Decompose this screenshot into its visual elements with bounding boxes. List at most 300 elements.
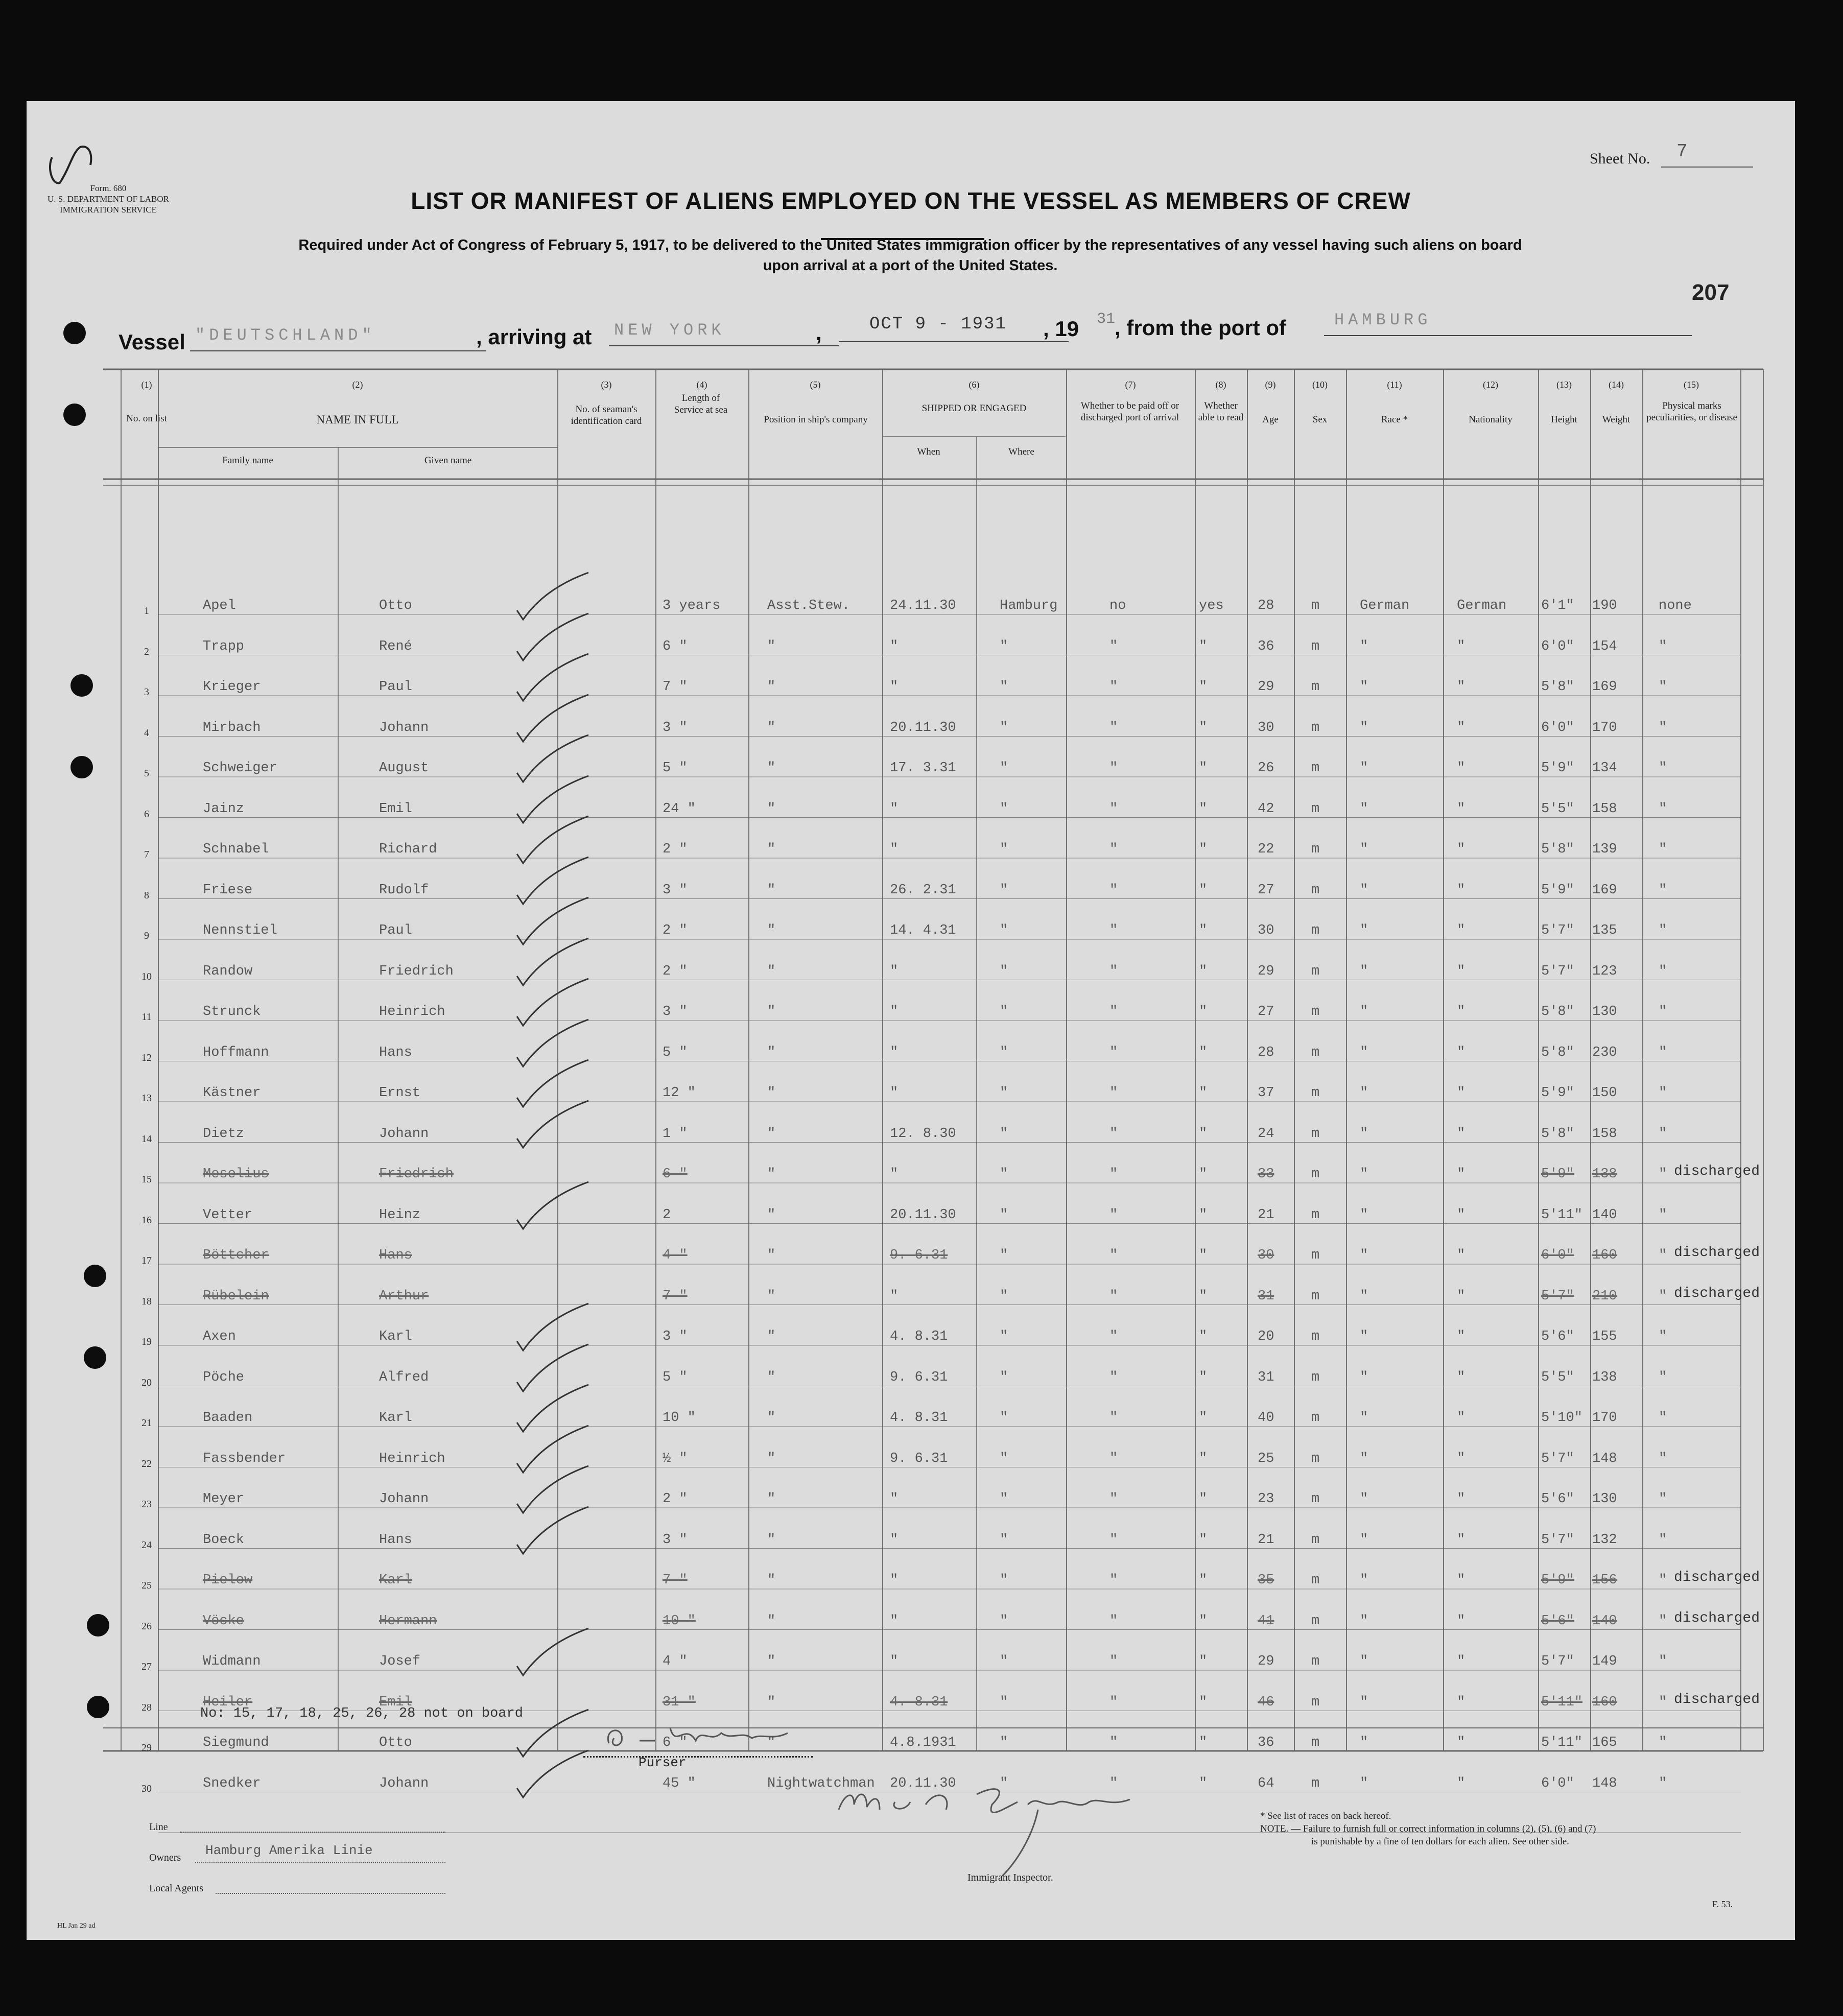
- cell-age: 31: [1258, 1369, 1274, 1385]
- cell-paid: ": [1109, 1775, 1118, 1791]
- col15-number: (15): [1684, 380, 1699, 390]
- cell-nationality: ": [1457, 761, 1466, 776]
- cell-height: 5'8": [1541, 842, 1574, 857]
- cell-paid: ": [1109, 1207, 1118, 1223]
- cell-when: 14. 4.31: [890, 923, 956, 938]
- cell-paid: ": [1109, 1654, 1118, 1669]
- manifest-sheet: [27, 101, 1795, 1940]
- col1-header: No. on list: [126, 413, 167, 424]
- cell-weight: 230: [1592, 1045, 1617, 1060]
- cell-age: 29: [1258, 1654, 1274, 1669]
- cell-where: ": [1000, 1288, 1008, 1304]
- row-number: 12: [141, 1052, 152, 1063]
- cell-marks: ": [1659, 638, 1667, 654]
- row-number: 1: [144, 605, 149, 616]
- table-grid: [27, 101, 1795, 1940]
- cell-service: 45 ": [663, 1775, 696, 1791]
- cell-given: Hermann: [379, 1613, 437, 1629]
- row-number: 25: [141, 1580, 152, 1591]
- cell-family: Meselius: [203, 1167, 269, 1182]
- cell-paid: ": [1109, 1126, 1118, 1142]
- cell-age: 36: [1258, 638, 1274, 654]
- cell-race: ": [1360, 761, 1368, 776]
- owners-label: Owners: [149, 1852, 181, 1863]
- col14-header: Weight: [1602, 414, 1631, 425]
- cell-when: 4.8.1931: [890, 1735, 956, 1750]
- cell-nationality: ": [1457, 801, 1466, 817]
- cell-marks: ": [1659, 842, 1667, 857]
- cell-age: 29: [1258, 963, 1274, 979]
- cell-where: ": [1000, 1532, 1008, 1548]
- check-mark: [512, 1746, 594, 1802]
- cell-marks: ": [1659, 1775, 1667, 1791]
- cell-nationality: ": [1457, 1045, 1466, 1060]
- cell-position: ": [767, 1735, 776, 1750]
- cell-height: 5'10": [1541, 1410, 1583, 1426]
- cell-age: 27: [1258, 882, 1274, 898]
- cell-sex: m: [1311, 679, 1320, 695]
- cell-where: ": [1000, 801, 1008, 817]
- cell-when: 9. 6.31: [890, 1451, 948, 1466]
- cell-where: ": [1000, 720, 1008, 736]
- cell-sex: m: [1311, 963, 1320, 979]
- cell-family: Baaden: [203, 1410, 253, 1426]
- cell-read: ": [1199, 1451, 1208, 1466]
- cell-read: ": [1199, 842, 1208, 857]
- cell-weight: 210: [1592, 1288, 1617, 1304]
- cell-age: 31: [1258, 1288, 1274, 1304]
- check-mark: [512, 1178, 594, 1234]
- cell-given: Johann: [379, 1126, 429, 1142]
- cell-race: ": [1360, 1329, 1368, 1344]
- cell-nationality: ": [1457, 1329, 1466, 1344]
- row-number: 10: [141, 970, 152, 982]
- cell-family: Boeck: [203, 1532, 245, 1548]
- cell-weight: 135: [1592, 923, 1617, 938]
- cell-race: ": [1360, 1735, 1368, 1750]
- cell-age: 28: [1258, 1045, 1274, 1060]
- cell-where: ": [1000, 923, 1008, 938]
- cell-marks: ": [1659, 1288, 1667, 1304]
- punch-hole: [70, 756, 93, 778]
- cell-family: Siegmund: [203, 1735, 269, 1750]
- cell-when: 20.11.30: [890, 720, 956, 736]
- cell-height: 5'9": [1541, 1085, 1574, 1101]
- cell-read: ": [1199, 1045, 1208, 1060]
- col15-header: Physical marks peculiarities, or disease: [1646, 400, 1737, 423]
- cell-read: ": [1199, 1004, 1208, 1019]
- cell-age: 28: [1258, 598, 1274, 613]
- cell-race: ": [1360, 882, 1368, 898]
- cell-read: ": [1199, 1248, 1208, 1263]
- cell-sex: m: [1311, 1735, 1320, 1750]
- cell-age: 21: [1258, 1207, 1274, 1223]
- row-number: 7: [144, 849, 149, 860]
- cell-marks: ": [1659, 1613, 1667, 1629]
- cell-height: 5'6": [1541, 1491, 1574, 1507]
- cell-paid: ": [1109, 1451, 1118, 1466]
- cell-when: 26. 2.31: [890, 882, 956, 898]
- cell-age: 37: [1258, 1085, 1274, 1101]
- cell-weight: 140: [1592, 1613, 1617, 1629]
- cell-sex: m: [1311, 1288, 1320, 1304]
- cell-given: Johann: [379, 1775, 429, 1791]
- cell-weight: 154: [1592, 638, 1617, 654]
- col9-number: (9): [1265, 380, 1276, 390]
- year-prefix: , 19: [1043, 317, 1079, 341]
- check-mark: [512, 1503, 594, 1559]
- cell-weight: 149: [1592, 1654, 1617, 1669]
- cell-nationality: ": [1457, 1085, 1466, 1101]
- cell-age: 36: [1258, 1735, 1274, 1750]
- cell-position: ": [767, 1004, 776, 1019]
- cell-weight: 158: [1592, 1126, 1617, 1142]
- cell-position: ": [767, 963, 776, 979]
- cell-family: Pöche: [203, 1369, 245, 1385]
- cell-nationality: ": [1457, 882, 1466, 898]
- cell-paid: ": [1109, 923, 1118, 938]
- cell-nationality: ": [1457, 1694, 1466, 1710]
- cell-paid: ": [1109, 1329, 1118, 1344]
- cell-height: 5'5": [1541, 1369, 1574, 1385]
- cell-marks: ": [1659, 1410, 1667, 1426]
- cell-race: ": [1360, 1167, 1368, 1182]
- cell-read: ": [1199, 1532, 1208, 1548]
- cell-sex: m: [1311, 1207, 1320, 1223]
- cell-read: ": [1199, 1694, 1208, 1710]
- cell-marks: ": [1659, 1004, 1667, 1019]
- cell-marks: ": [1659, 1045, 1667, 1060]
- cell-family: Mirbach: [203, 720, 261, 736]
- line-rule: [180, 1832, 445, 1833]
- cell-height: 5'9": [1541, 1573, 1574, 1588]
- col11-header: Race *: [1381, 414, 1408, 425]
- cell-given: Karl: [379, 1410, 412, 1426]
- cell-age: 23: [1258, 1491, 1274, 1507]
- cell-marks: ": [1659, 1248, 1667, 1263]
- cell-sex: m: [1311, 1126, 1320, 1142]
- col12-header: Nationality: [1469, 414, 1513, 425]
- cell-service: 5 ": [663, 1045, 688, 1060]
- cell-race: ": [1360, 1126, 1368, 1142]
- row-number: 24: [141, 1539, 152, 1551]
- cell-paid: ": [1109, 1085, 1118, 1101]
- cell-weight: 132: [1592, 1532, 1617, 1548]
- cell-given: Heinrich: [379, 1004, 445, 1019]
- cell-where: ": [1000, 1613, 1008, 1629]
- cell-height: 6'0": [1541, 638, 1574, 654]
- cell-when: ": [890, 1288, 899, 1304]
- cell-given: Friedrich: [379, 963, 454, 979]
- cell-where: ": [1000, 638, 1008, 654]
- line-label: Line: [149, 1821, 168, 1833]
- cell-weight: 160: [1592, 1248, 1617, 1263]
- row-number: 29: [141, 1742, 152, 1753]
- row-number: 2: [144, 646, 149, 657]
- cell-family: Vetter: [203, 1207, 253, 1223]
- cell-position: ": [767, 923, 776, 938]
- cell-family: Heiler: [203, 1694, 253, 1710]
- cell-sex: m: [1311, 1004, 1320, 1019]
- cell-paid: ": [1109, 1248, 1118, 1263]
- department-name: U. S. DEPARTMENT OF LABOR: [48, 194, 169, 204]
- races-note: * See list of races on back hereof.: [1260, 1811, 1391, 1821]
- cell-when: ": [890, 1573, 899, 1588]
- cell-marks: ": [1659, 1735, 1667, 1750]
- cell-position: ": [767, 638, 776, 654]
- cell-age: 24: [1258, 1126, 1274, 1142]
- cell-marks: ": [1659, 1573, 1667, 1588]
- cell-nationality: ": [1457, 1532, 1466, 1548]
- col10-header: Sex: [1312, 414, 1328, 425]
- cell-read: ": [1199, 1775, 1208, 1791]
- cell-read: ": [1199, 1613, 1208, 1629]
- cell-weight: 138: [1592, 1167, 1617, 1182]
- cell-age: 64: [1258, 1775, 1274, 1791]
- cell-read: ": [1199, 1654, 1208, 1669]
- cell-race: German: [1360, 598, 1410, 613]
- cell-marks: ": [1659, 1532, 1667, 1548]
- cell-position: Asst.Stew.: [767, 598, 850, 613]
- cell-given: Karl: [379, 1329, 412, 1344]
- cell-read: ": [1199, 1288, 1208, 1304]
- sheet-label: Sheet No.: [1590, 150, 1650, 167]
- cell-when: ": [890, 1613, 899, 1629]
- cell-read: ": [1199, 1207, 1208, 1223]
- cell-sex: m: [1311, 1654, 1320, 1669]
- col9-header: Age: [1262, 414, 1279, 425]
- from-port-label: , from the port of: [1115, 316, 1286, 340]
- cell-paid: ": [1109, 1532, 1118, 1548]
- cell-read: ": [1199, 963, 1208, 979]
- row-number: 23: [141, 1499, 152, 1510]
- cell-age: 22: [1258, 842, 1274, 857]
- cell-height: 5'9": [1541, 761, 1574, 776]
- cell-paid: ": [1109, 1613, 1118, 1629]
- cell-race: ": [1360, 1775, 1368, 1791]
- cell-race: ": [1360, 801, 1368, 817]
- cell-position: ": [767, 1126, 776, 1142]
- cell-given: Rudolf: [379, 882, 429, 898]
- cell-read: ": [1199, 923, 1208, 938]
- arriving-port: NEW YORK: [614, 321, 725, 340]
- cell-marks: ": [1659, 1126, 1667, 1142]
- cell-when: ": [890, 1004, 899, 1019]
- agents-rule: [216, 1893, 445, 1894]
- cell-paid: ": [1109, 1004, 1118, 1019]
- cell-position: ": [767, 1410, 776, 1426]
- cell-when: 24.11.30: [890, 598, 956, 613]
- form-number: Form. 680: [90, 183, 127, 193]
- cell-where: ": [1000, 1451, 1008, 1466]
- cell-paid: no: [1109, 598, 1126, 613]
- cell-height: 5'6": [1541, 1613, 1574, 1629]
- cell-given: Karl: [379, 1573, 412, 1588]
- cell-read: ": [1199, 801, 1208, 817]
- cell-given: Paul: [379, 923, 412, 938]
- cell-race: ": [1360, 1451, 1368, 1466]
- cell-given: Josef: [379, 1654, 421, 1669]
- cell-where: ": [1000, 842, 1008, 857]
- cell-paid: ": [1109, 1491, 1118, 1507]
- cell-given: Heinz: [379, 1207, 421, 1223]
- cell-family: Axen: [203, 1329, 236, 1344]
- cell-nationality: ": [1457, 1491, 1466, 1507]
- cell-nationality: ": [1457, 1004, 1466, 1019]
- cell-given: August: [379, 761, 429, 776]
- cell-nationality: ": [1457, 720, 1466, 736]
- cell-sex: m: [1311, 720, 1320, 736]
- cell-weight: 148: [1592, 1451, 1617, 1466]
- cell-read: ": [1199, 1126, 1208, 1142]
- cell-nationality: ": [1457, 1410, 1466, 1426]
- row-number: 9: [144, 930, 149, 941]
- cell-sex: m: [1311, 1167, 1320, 1182]
- cell-race: ": [1360, 1573, 1368, 1588]
- cell-paid: ": [1109, 1167, 1118, 1182]
- cell-when: 20.11.30: [890, 1775, 956, 1791]
- cell-paid: ": [1109, 963, 1118, 979]
- cell-height: 5'11": [1541, 1694, 1583, 1710]
- cell-race: ": [1360, 1085, 1368, 1101]
- cell-where: ": [1000, 1369, 1008, 1385]
- cell-age: 26: [1258, 761, 1274, 776]
- cell-where: ": [1000, 1085, 1008, 1101]
- punch-hole: [84, 1346, 106, 1369]
- cell-weight: 148: [1592, 1775, 1617, 1791]
- cell-given: Paul: [379, 679, 412, 695]
- cell-paid: ": [1109, 1288, 1118, 1304]
- cell-when: ": [890, 1654, 899, 1669]
- cell-family: Jainz: [203, 801, 245, 817]
- cell-weight: 140: [1592, 1207, 1617, 1223]
- cell-where: ": [1000, 1167, 1008, 1182]
- cell-paid: ": [1109, 720, 1118, 736]
- owners-value: Hamburg Amerika Linie: [205, 1843, 373, 1858]
- cell-position: ": [767, 1654, 776, 1669]
- cell-family: Kästner: [203, 1085, 261, 1101]
- cell-height: 6'0": [1541, 1775, 1574, 1791]
- cell-position: ": [767, 1451, 776, 1466]
- cell-family: Widmann: [203, 1654, 261, 1669]
- cell-read: ": [1199, 1369, 1208, 1385]
- cell-race: ": [1360, 1004, 1368, 1019]
- cell-where: ": [1000, 1775, 1008, 1791]
- cell-height: 5'5": [1541, 801, 1574, 817]
- cell-when: 4. 8.31: [890, 1410, 948, 1426]
- cell-nationality: ": [1457, 963, 1466, 979]
- cell-race: ": [1360, 1288, 1368, 1304]
- cell-nationality: ": [1457, 1735, 1466, 1750]
- cell-nationality: ": [1457, 679, 1466, 695]
- cell-height: 6'1": [1541, 598, 1574, 613]
- cell-marks: ": [1659, 1369, 1667, 1385]
- cell-service: 6 ": [663, 638, 688, 654]
- cell-family: Dietz: [203, 1126, 245, 1142]
- cell-paid: ": [1109, 679, 1118, 695]
- cell-given: Johann: [379, 1491, 429, 1507]
- cell-sex: m: [1311, 1573, 1320, 1588]
- punch-hole: [63, 322, 86, 344]
- row-number: 19: [141, 1336, 152, 1347]
- cell-read: ": [1199, 882, 1208, 898]
- cell-service: 10 ": [663, 1410, 696, 1426]
- row-number: 18: [141, 1295, 152, 1307]
- cell-race: ": [1360, 1207, 1368, 1223]
- col2-header: NAME IN FULL: [316, 413, 399, 426]
- cell-family: Friese: [203, 882, 253, 898]
- cell-marks: ": [1659, 720, 1667, 736]
- cell-service: 3 ": [663, 1004, 688, 1019]
- cell-service: 24 ": [663, 801, 696, 817]
- cell-when: ": [890, 801, 899, 817]
- cell-position: ": [767, 1248, 776, 1263]
- cell-paid: ": [1109, 638, 1118, 654]
- cell-family: Vöcke: [203, 1613, 245, 1629]
- row-number: 4: [144, 727, 149, 739]
- discharged-note: discharged: [1674, 1164, 1760, 1179]
- cell-family: Snedker: [203, 1775, 261, 1791]
- punch-hole: [70, 674, 93, 697]
- cell-weight: 150: [1592, 1085, 1617, 1101]
- cell-where: ": [1000, 963, 1008, 979]
- cell-sex: m: [1311, 923, 1320, 938]
- cell-sex: m: [1311, 1775, 1320, 1791]
- cell-marks: ": [1659, 1654, 1667, 1669]
- cell-age: 33: [1258, 1167, 1274, 1182]
- cell-read: ": [1199, 1085, 1208, 1101]
- col2a-header: Family name: [222, 455, 273, 466]
- cell-nationality: ": [1457, 638, 1466, 654]
- cell-nationality: ": [1457, 923, 1466, 938]
- col5-number: (5): [810, 380, 821, 390]
- cell-age: 46: [1258, 1694, 1274, 1710]
- cell-weight: 170: [1592, 720, 1617, 736]
- vessel-label: Vessel: [119, 330, 185, 354]
- cell-given: Emil: [379, 801, 412, 817]
- cell-sex: m: [1311, 1491, 1320, 1507]
- cell-service: 4 ": [663, 1654, 688, 1669]
- cell-sex: m: [1311, 882, 1320, 898]
- cell-family: Schnabel: [203, 842, 269, 857]
- cell-sex: m: [1311, 1045, 1320, 1060]
- cell-height: 5'7": [1541, 963, 1574, 979]
- discharged-note: discharged: [1674, 1245, 1760, 1261]
- cell-service: 3 years: [663, 598, 721, 613]
- cell-where: ": [1000, 1248, 1008, 1263]
- cell-when: ": [890, 1085, 899, 1101]
- cell-paid: ": [1109, 1735, 1118, 1750]
- cell-position: ": [767, 1085, 776, 1101]
- cell-given: Heinrich: [379, 1451, 445, 1466]
- cell-position: ": [767, 761, 776, 776]
- cell-service: 31 ": [663, 1694, 696, 1710]
- arrival-date-stamp: OCT 9 - 1931: [869, 315, 1007, 334]
- cell-weight: 138: [1592, 1369, 1617, 1385]
- print-code: HL Jan 29 ad: [57, 1922, 96, 1930]
- vessel-name: "DEUTSCHLAND": [195, 326, 376, 345]
- cell-race: ": [1360, 1045, 1368, 1060]
- cell-where: ": [1000, 1329, 1008, 1344]
- col14-number: (14): [1609, 380, 1624, 390]
- cell-race: ": [1360, 1694, 1368, 1710]
- cell-height: 5'8": [1541, 1126, 1574, 1142]
- cell-service: 3 ": [663, 1329, 688, 1344]
- cell-age: 40: [1258, 1410, 1274, 1426]
- cell-service: 3 ": [663, 720, 688, 736]
- cell-nationality: ": [1457, 1167, 1466, 1182]
- cell-position: ": [767, 1532, 776, 1548]
